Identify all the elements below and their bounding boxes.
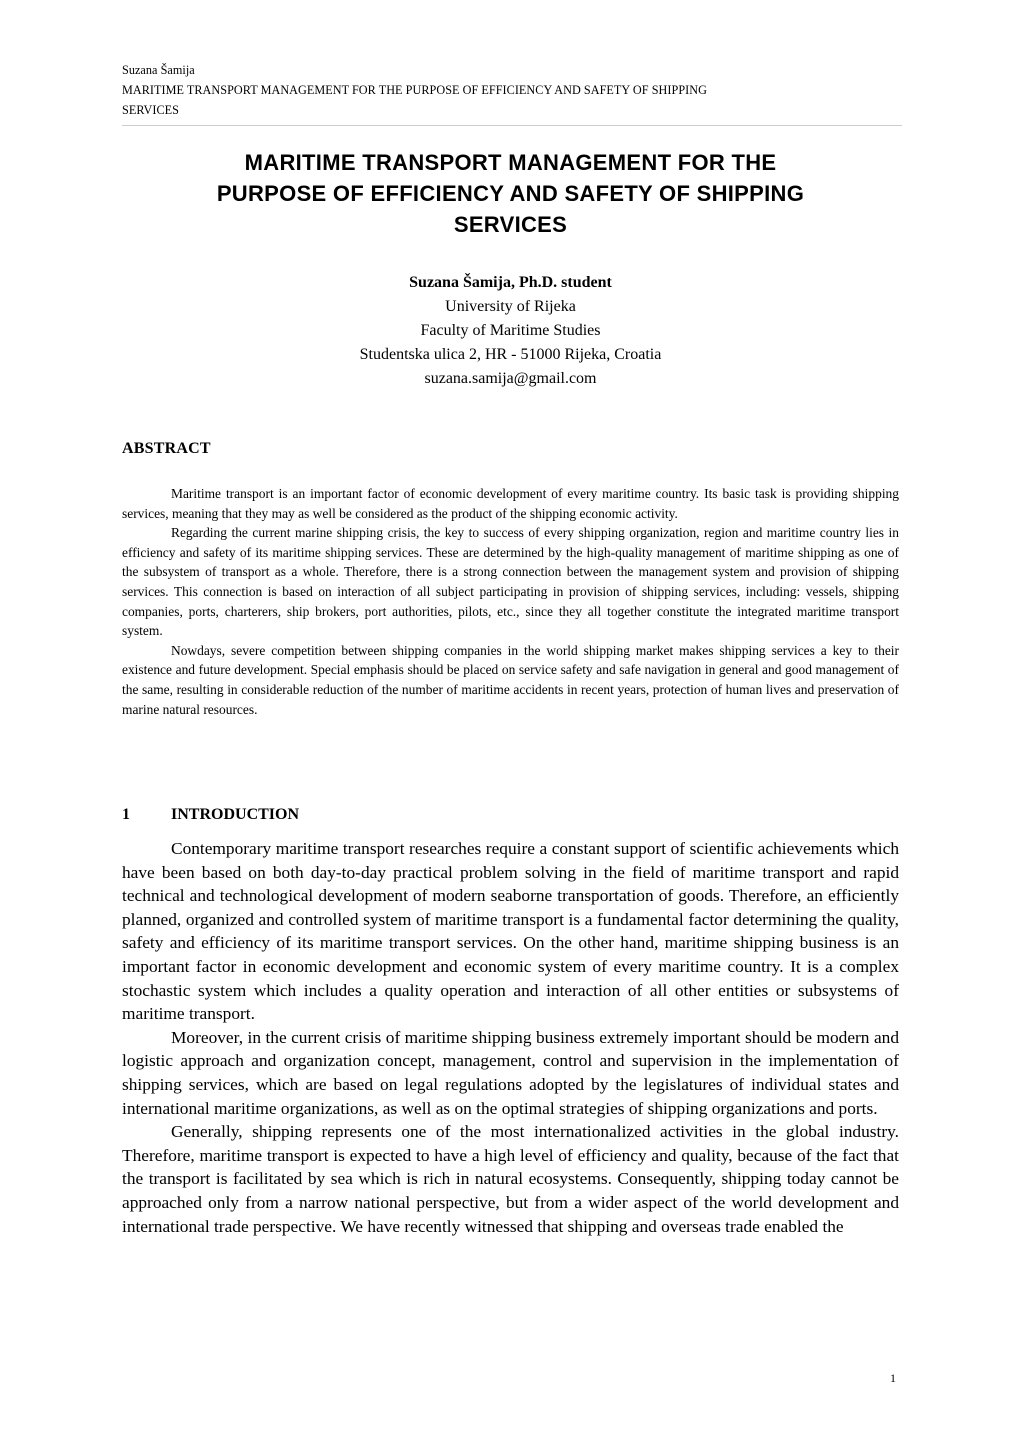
running-header-author: Suzana Šamija [122, 63, 195, 77]
author-email: suzana.samija@gmail.com [424, 370, 597, 387]
abstract-paragraph: Regarding the current marine shipping crisis, the key to success of every shipping organization, region and maritime country lies in efficiency and safety of its maritime shipping services. These are determined by the high-quality management of maritime shipping as one of the subsystem of transport as a whole. Therefore, there is a strong connection between the management system and provision of shipping services. This connection is based on interaction of all subject participating in provision of shipping services, including: vessels, shipping companies, ports, charterers, ship brokers, port authorities, pilots, etc., since they all together constitute the integrated maritime transport system. [122, 525, 899, 639]
author-name: Suzana Šamija, Ph.D. student [409, 274, 612, 291]
running-header-title-line1: MARITIME TRANSPORT MANAGEMENT FOR THE PURPOSE OF EFFICIENCY AND SAFETY OF SHIPPING [122, 83, 707, 97]
page-number: 1 [890, 1371, 896, 1385]
section-number: 1 [122, 806, 130, 823]
author-address: Studentska ulica 2, HR - 51000 Rijeka, Croatia [359, 346, 662, 363]
body-paragraph: Contemporary maritime transport researches require a constant support of scientific achievements which have been based on both day-to-day practical problem solving in the field of maritime transport and rapid technical and technological development of modern seaborne transportation of goods. Therefore, an efficiently planned, organized and controlled system of maritime transport is a fundamental factor determining the quality, safety and efficiency of its maritime transport services. On the other hand, maritime shipping business is an important factor in economic development and economic system of every maritime country. It is a complex stochastic system which includes a quality operation and interaction of all other entities or subsystems of maritime transport. [122, 839, 899, 1024]
running-header [122, 60, 902, 120]
author-university: University of Rijeka [445, 298, 576, 315]
abstract-paragraph: Maritime transport is an important factor of economic development of every maritime country. Its basic task is providing shipping services, meaning that they may as well be considered as the product of the shipping economic activity. [122, 486, 899, 521]
abstract-heading: ABSTRACT [122, 440, 211, 457]
author-block [122, 271, 899, 391]
body-paragraph: Moreover, in the current crisis of maritime shipping business extremely important should be modern and logistic approach and organization concept, management, control and supervision in the implementation of shipping services, which are based on legal regulations adopted by the legislatures of individual states and international maritime organizations, as well as on the optimal strategies of shipping organizations and ports. [122, 1027, 899, 1118]
paper-title-line2: PURPOSE OF EFFICIENCY AND SAFETY OF SHIPPING [216, 181, 805, 206]
running-header-title-line2: SERVICES [122, 103, 179, 117]
introduction-body [122, 837, 899, 1238]
paper-title-line1: MARITIME TRANSPORT MANAGEMENT FOR THE [244, 150, 777, 175]
header-divider [122, 125, 902, 126]
paper-title-line3: SERVICES [453, 212, 568, 237]
paper-title [122, 147, 899, 240]
section-title: INTRODUCTION [171, 806, 300, 823]
body-paragraph: Generally, shipping represents one of the most internationalized activities in the global industry. Therefore, maritime transport is expected to have a high level of efficiency and quality, because of the fact that the transport is facilitated by sea which is rich in natural ecosystems. Consequently, shipping today cannot be approached only from a narrow national perspective, but from a wider aspect of the world development and international trade perspective. We have recently witnessed that shipping and overseas trade enabled the [122, 1122, 899, 1236]
abstract-body [122, 484, 899, 719]
abstract-paragraph: Nowdays, severe competition between shipping companies in the world shipping market makes shipping services a key to their existence and future development. Special emphasis should be placed on service safety and safe navigation in general and good management of the same, resulting in considerable reduction of the number of maritime accidents in recent years, protection of human lives and preservation of marine natural resources. [122, 642, 899, 717]
section-heading-introduction [122, 804, 299, 826]
author-faculty: Faculty of Maritime Studies [420, 322, 601, 339]
